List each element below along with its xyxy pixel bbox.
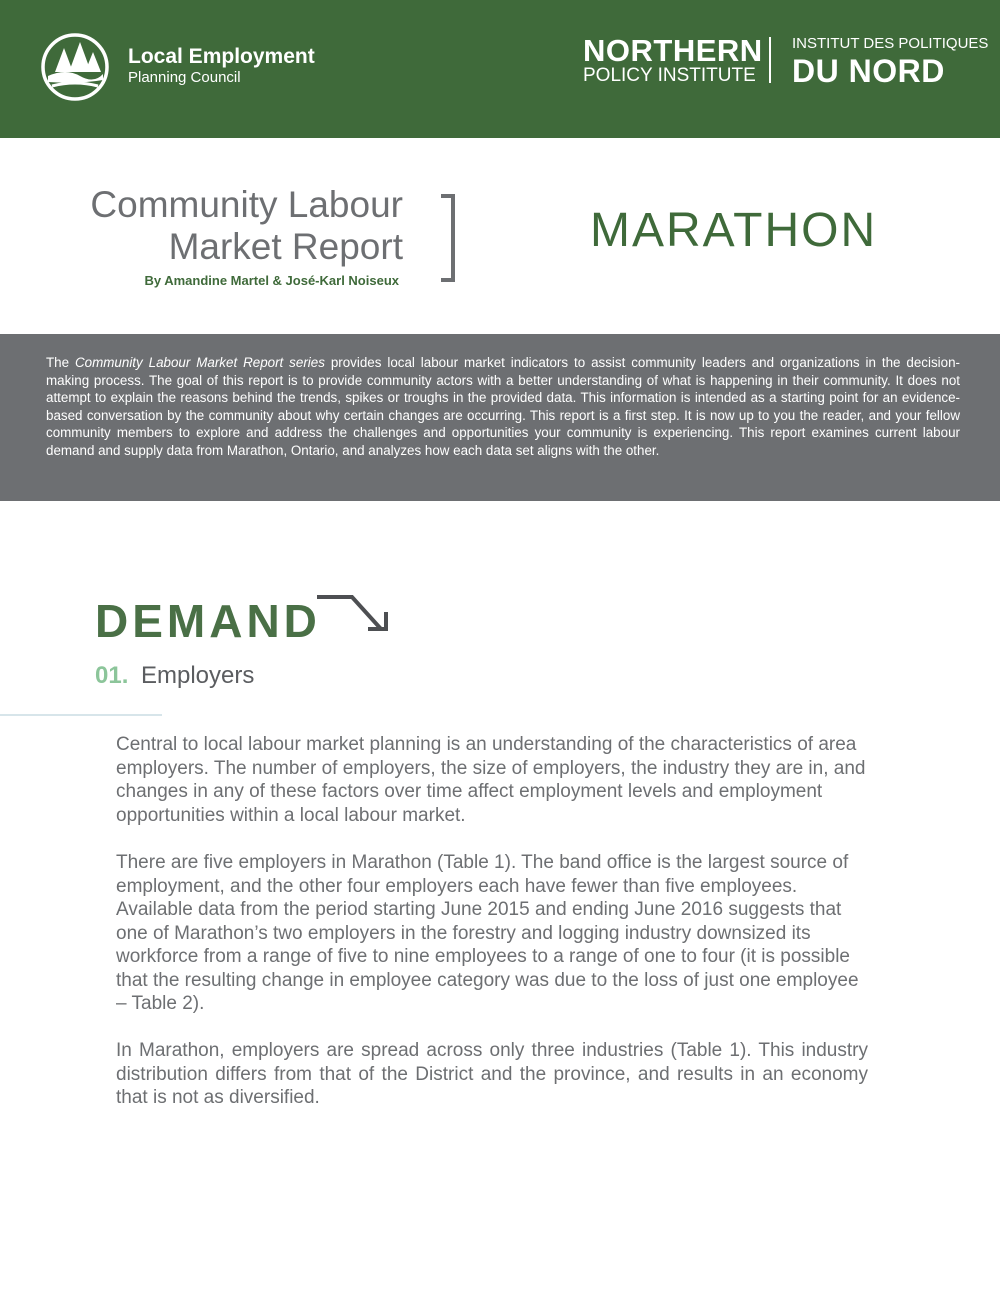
intro-paragraph (46, 354, 960, 460)
demand-arrow-icon (314, 590, 394, 642)
lepc-name: Local Employment (128, 45, 315, 68)
lepc-tree-logo-icon (40, 32, 110, 102)
lepc-subtitle: Planning Council (128, 69, 241, 86)
intro-text: provides local labour market indicators to assist community leaders and organizations in the decision-making process. The goal of this report is to provide community actors with a better understanding of what is happening in their community. It does not attempt to explain the reasons behind the trends, spikes or troughs in the provided data. This information is intended as a starting point for an evidence-based conversation by the community about why certain changes are occurring. This report is a first step. It is now up to you the reader, and your fellow community members to explore and address the challenges and opportunities your community is experiencing. This report examines current labour demand and supply data from Marathon, Ontario, and analyzes how each data set aligns with the other. (46, 355, 960, 458)
section-title: DEMAND (95, 595, 321, 647)
intro-lead: The (46, 355, 75, 370)
npi-name-line2: POLICY INSTITUTE (583, 65, 756, 86)
body-paragraph-3: In Marathon, employers are spread across only three industries (Table 1). This industry distribution differs from that of the District and the province, and results in an economy that is not as diversified. (116, 1040, 868, 1108)
report-title-line1: Community Labour (90, 184, 403, 225)
community-name: MARATHON (590, 204, 878, 257)
header-band (0, 0, 1000, 138)
title-bracket (441, 194, 455, 282)
report-title (90, 184, 403, 268)
body-paragraph-2: There are five employers in Marathon (Table 1). The band office is the largest source of employment, and the other four employers each have fewer than five employees. Available data from the period starting June 2015 and ending June 2016 suggests that one of Marathon’s two employers in the forestry and logging industry downsized its workforce from a range of five to nine employees to a range of one to four (it is possible that the resulting change in employee category was due to the loss of just one employee – Table 2). (116, 852, 859, 1014)
section-rule (0, 714, 162, 716)
report-title-line2: Market Report (168, 226, 403, 267)
author-byline: By Amandine Martel & José-Karl Noiseux (144, 273, 399, 288)
intro-band (0, 334, 1000, 501)
subsection-number: 01. (95, 662, 129, 689)
npi-name-line1: NORTHERN (583, 33, 763, 68)
body-paragraph-1: Central to local labour market planning is an understanding of the characteristics of area employers. The number of employers, the size of employers, the industry they are in, and changes in any of these factors over time affect employment levels and employment opportunities within a local labour market. (116, 734, 866, 826)
npi-fr-line2: DU NORD (792, 53, 945, 89)
subsection-title: Employers (141, 662, 255, 689)
logo-divider (769, 37, 771, 83)
npi-fr-line1: INSTITUT DES POLITIQUES (792, 35, 989, 52)
intro-series-name: Community Labour Market Report series (75, 355, 325, 370)
